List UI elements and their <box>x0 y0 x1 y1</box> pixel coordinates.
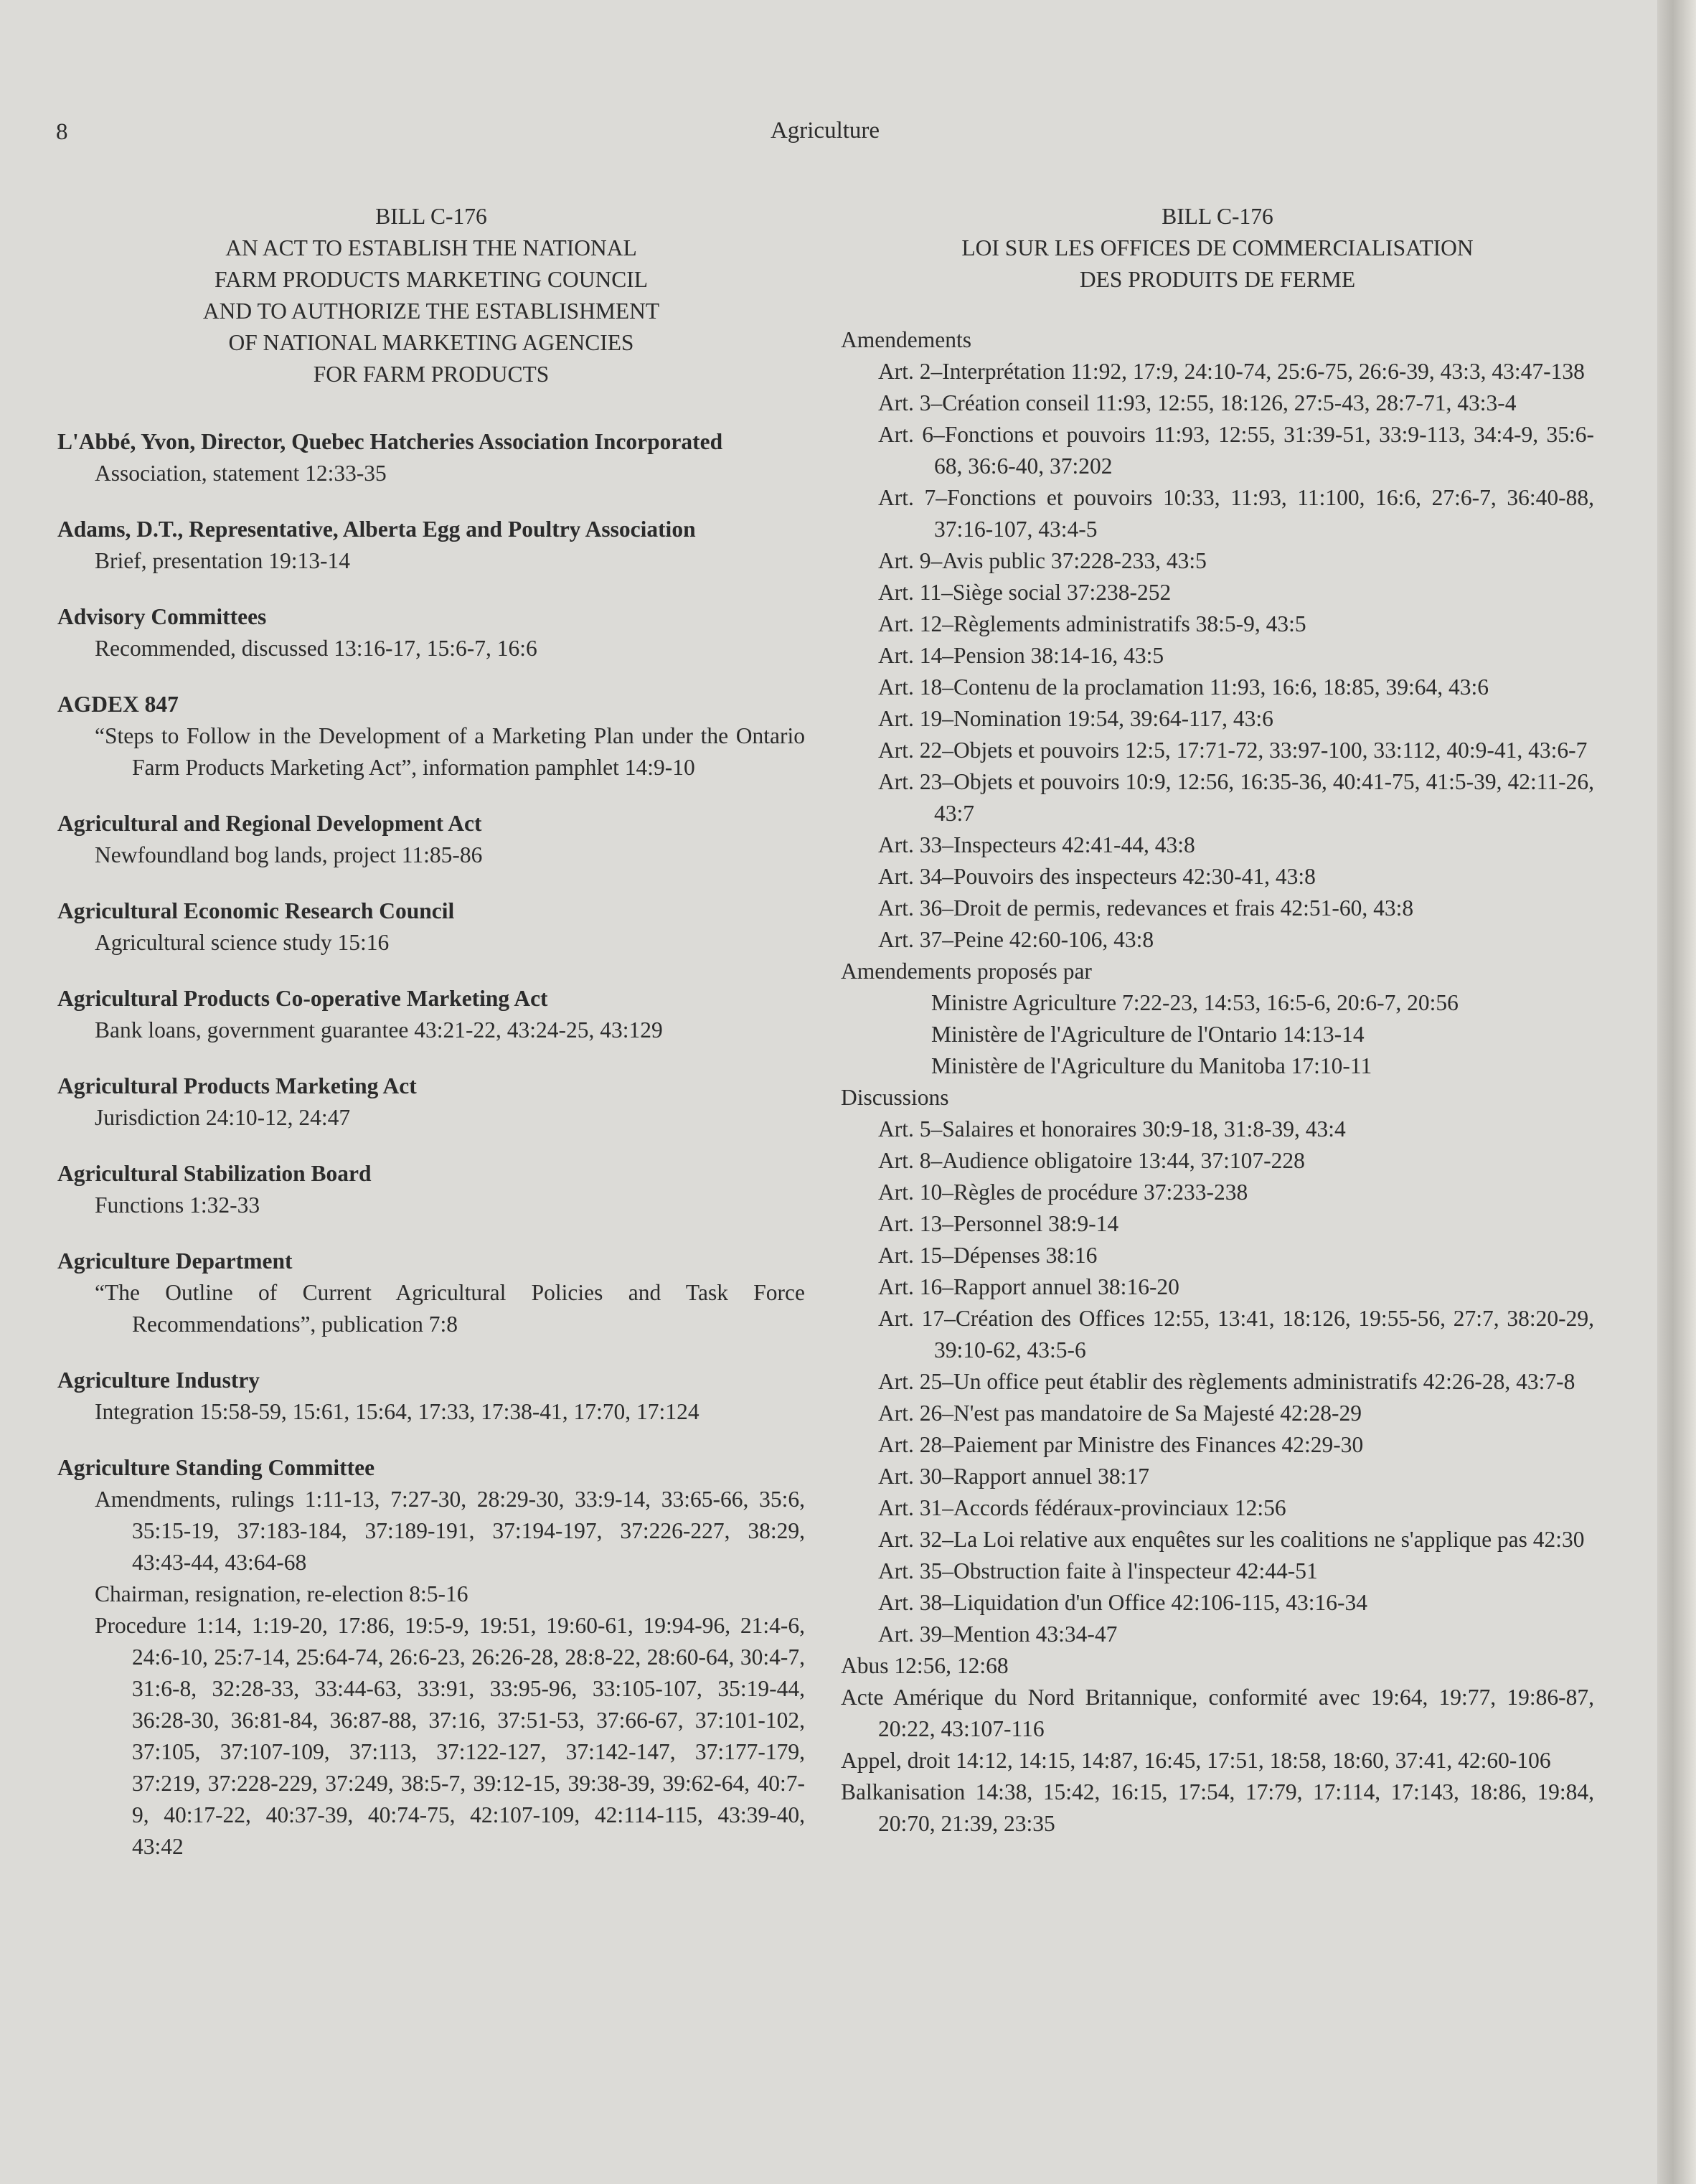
index-entry <box>57 808 805 871</box>
article-line: Art. 3–Création conseil 11:93, 12:55, 18:126, 27:5-43, 28:7-71, 43:3-4 <box>878 390 1517 415</box>
article-line: Art. 19–Nomination 19:54, 39:64-117, 43:6 <box>878 706 1273 731</box>
index-entry: Appel, droit 14:12, 14:15, 14:87, 16:45, 17:51, 18:58, 18:60, 37:41, 42:60-106 <box>841 1748 1551 1773</box>
article-line: Art. 7–Fonctions et pouvoirs 10:33, 11:93, 11:100, 16:6, 27:6-7, 36:40-88, 37:16-107, 43:4-5 <box>878 485 1594 542</box>
entry-heading: Agriculture Standing Committee <box>57 1455 375 1480</box>
discussions-heading: Discussions <box>841 1085 949 1110</box>
entry-heading: Agricultural Products Co-operative Marketing Act <box>57 986 548 1011</box>
running-head: Agriculture <box>770 118 880 143</box>
article-line: Art. 36–Droit de permis, redevances et frais 42:51-60, 43:8 <box>878 895 1414 921</box>
article-line: Art. 14–Pension 38:14-16, 43:5 <box>878 643 1164 668</box>
article-line: Art. 12–Règlements administratifs 38:5-9, 43:5 <box>878 611 1306 636</box>
title-line: BILL C-176 <box>1162 204 1273 229</box>
article-line: Art. 35–Obstruction faite à l'inspecteur 42:44-51 <box>878 1558 1318 1583</box>
index-entry <box>57 1246 805 1340</box>
title-line: FARM PRODUCTS MARKETING COUNCIL <box>214 267 649 292</box>
article-line: Art. 34–Pouvoirs des inspecteurs 42:30-41, 43:8 <box>878 864 1316 889</box>
article-line: Art. 5–Salaires et honoraires 30:9-18, 31:8-39, 43:4 <box>878 1116 1346 1142</box>
title-line: LOI SUR LES OFFICES DE COMMERCIALISATION <box>961 235 1474 260</box>
entry-subentry: Recommended, discussed 13:16-17, 15:6-7, 16:6 <box>95 636 537 661</box>
left-column <box>57 201 805 1887</box>
index-entry: Acte Amérique du Nord Britannique, conformité avec 19:64, 19:77, 19:86-87, 20:22, 43:107-116 <box>841 1685 1594 1741</box>
proposes-line: Ministère de l'Agriculture du Manitoba 17:10-11 <box>931 1053 1372 1078</box>
page-number: 8 <box>56 119 68 145</box>
entry-subentry: Functions 1:32-33 <box>95 1192 260 1218</box>
entry-subentry: “Steps to Follow in the Development of a Marketing Plan under the Ontario Farm Products Marketing Act”, information pamphlet 14:9-10 <box>95 723 805 780</box>
entry-subentry: Procedure 1:14, 1:19-20, 17:86, 19:5-9, 19:51, 19:60-61, 19:94-96, 21:4-6, 24:6-10, 25:7-14, 25:64-74, 26:6-23, 26:26-28, 28:8-22, 28:60-64, 30:4-7, 31:6-8, 32:28-33, 33:44-63, 33:91, 33:95-96, 33:105-107, 35:19-44, 36:28-30, 36:81-84, 36:87-88, 37:16, 37:51-53, 37:66-67, 37:101-102, 37:105, 37:107-109, 37:113, 37:122-127, 37:142-147, 37:177-179, 37:219, 37:228-229, 37:249, 38:5-7, 39:12-15, 39:38-39, 39:62-64, 40:7-9, 40:17-22, 40:37-39, 40:74-75, 42:107-109, 42:114-115, 43:39-40, 43:42 <box>95 1613 805 1859</box>
index-entry <box>57 983 805 1046</box>
article-line: Art. 37–Peine 42:60-106, 43:8 <box>878 927 1154 952</box>
entry-heading: Agricultural Stabilization Board <box>57 1161 372 1186</box>
entry-heading: AGDEX 847 <box>57 692 179 717</box>
article-line: Art. 30–Rapport annuel 38:17 <box>878 1464 1149 1489</box>
article-line: Art. 31–Accords fédéraux-provinciaux 12:56 <box>878 1495 1286 1520</box>
proposes-line: Ministère de l'Agriculture de l'Ontario 14:13-14 <box>931 1022 1365 1047</box>
entry-heading: Agricultural Economic Research Council <box>57 898 455 923</box>
article-line: Art. 28–Paiement par Ministre des Finances 42:29-30 <box>878 1432 1364 1457</box>
amendements-heading: Amendements <box>841 327 971 352</box>
index-entry <box>57 1452 805 1863</box>
article-line: Art. 22–Objets et pouvoirs 12:5, 17:71-72, 33:97-100, 33:112, 40:9-41, 43:6-7 <box>878 738 1588 763</box>
proposes-line: Ministre Agriculture 7:22-23, 14:53, 16:5-6, 20:6-7, 20:56 <box>931 990 1459 1015</box>
entry-heading: Agriculture Department <box>57 1248 293 1274</box>
title-line: OF NATIONAL MARKETING AGENCIES <box>228 330 634 355</box>
index-entry <box>57 601 805 664</box>
article-line: Art. 16–Rapport annuel 38:16-20 <box>878 1274 1179 1299</box>
article-line: Art. 38–Liquidation d'un Office 42:106-115, 43:16-34 <box>878 1590 1367 1615</box>
proposes-heading: Amendements proposés par <box>841 959 1092 984</box>
entry-subentry: “The Outline of Current Agricultural Policies and Task Force Recommendations”, publication 7:8 <box>95 1280 805 1337</box>
index-entry <box>57 1070 805 1134</box>
entry-subentry: Agricultural science study 15:16 <box>95 930 390 955</box>
index-entry: Balkanisation 14:38, 15:42, 16:15, 17:54, 17:79, 17:114, 17:143, 18:86, 19:84, 20:70, 21:39, 23:35 <box>841 1779 1594 1836</box>
article-line: Art. 26–N'est pas mandatoire de Sa Majesté 42:28-29 <box>878 1401 1362 1426</box>
title-line: BILL C-176 <box>375 204 487 229</box>
article-line: Art. 11–Siège social 37:238-252 <box>878 580 1172 605</box>
entry-subentry: Integration 15:58-59, 15:61, 15:64, 17:33, 17:38-41, 17:70, 17:124 <box>95 1399 699 1424</box>
article-line: Art. 8–Audience obligatoire 13:44, 37:107-228 <box>878 1148 1305 1173</box>
article-line: Art. 18–Contenu de la proclamation 11:93, 16:6, 18:85, 39:64, 43:6 <box>878 674 1489 700</box>
article-line: Art. 6–Fonctions et pouvoirs 11:93, 12:55, 31:39-51, 33:9-113, 34:4-9, 35:6-68, 36:6-40, 37:202 <box>878 422 1594 479</box>
title-line: AN ACT TO ESTABLISH THE NATIONAL <box>225 235 637 260</box>
index-entry <box>57 1365 805 1428</box>
entry-heading: Agriculture Industry <box>57 1368 260 1393</box>
article-line: Art. 15–Dépenses 38:16 <box>878 1243 1098 1268</box>
article-line: Art. 25–Un office peut établir des règlements administratifs 42:26-28, 43:7-8 <box>878 1369 1575 1394</box>
article-line: Art. 39–Mention 43:34-47 <box>878 1621 1118 1647</box>
entry-subentry: Amendments, rulings 1:11-13, 7:27-30, 28:29-30, 33:9-14, 33:65-66, 35:6, 35:15-19, 37:183-184, 37:189-191, 37:194-197, 37:226-227, 38:29, 43:43-44, 43:64-68 <box>95 1487 805 1575</box>
article-line: Art. 9–Avis public 37:228-233, 43:5 <box>878 548 1207 573</box>
index-entry <box>57 514 805 577</box>
index-entry <box>57 895 805 959</box>
entry-heading: Advisory Committees <box>57 604 267 629</box>
entry-heading: L'Abbé, Yvon, Director, Quebec Hatcheries Association Incorporated <box>57 429 723 454</box>
index-entry <box>57 426 805 489</box>
entry-subentry: Brief, presentation 19:13-14 <box>95 548 351 573</box>
entry-heading: Agricultural Products Marketing Act <box>57 1073 417 1098</box>
title-line: AND TO AUTHORIZE THE ESTABLISHMENT <box>202 298 660 324</box>
article-line: Art. 17–Création des Offices 12:55, 13:41, 18:126, 19:55-56, 27:7, 38:20-29, 39:10-62, 43:5-6 <box>878 1306 1594 1362</box>
article-line: Art. 32–La Loi relative aux enquêtes sur les coalitions ne s'applique pas 42:30 <box>878 1527 1585 1552</box>
article-line: Art. 10–Règles de procédure 37:233-238 <box>878 1180 1248 1205</box>
entry-heading: Agricultural and Regional Development Act <box>57 811 482 836</box>
article-line: Art. 33–Inspecteurs 42:41-44, 43:8 <box>878 832 1195 857</box>
article-line: Art. 2–Interprétation 11:92, 17:9, 24:10-74, 25:6-75, 26:6-39, 43:3, 43:47-138 <box>878 359 1585 384</box>
bill-title-french <box>841 201 1594 296</box>
article-line: Art. 23–Objets et pouvoirs 10:9, 12:56, 16:35-36, 40:41-75, 41:5-39, 42:11-26, 43:7 <box>878 769 1594 826</box>
index-entry: Abus 12:56, 12:68 <box>841 1653 1009 1678</box>
entry-subentry: Association, statement 12:33-35 <box>95 461 387 486</box>
entry-subentry: Bank loans, government guarantee 43:21-22, 43:24-25, 43:129 <box>95 1017 663 1042</box>
right-column <box>841 201 1594 1840</box>
index-entry <box>57 1158 805 1221</box>
bill-title-english <box>57 201 805 390</box>
article-line: Art. 13–Personnel 38:9-14 <box>878 1211 1119 1236</box>
entry-subentry: Jurisdiction 24:10-12, 24:47 <box>95 1105 351 1130</box>
index-entry <box>57 689 805 783</box>
title-line: DES PRODUITS DE FERME <box>1079 267 1356 292</box>
entry-subentry: Newfoundland bog lands, project 11:85-86 <box>95 842 483 867</box>
entry-subentry: Chairman, resignation, re-election 8:5-16 <box>95 1581 468 1606</box>
entry-heading: Adams, D.T., Representative, Alberta Egg and Poultry Association <box>57 517 696 542</box>
title-line: FOR FARM PRODUCTS <box>313 362 550 387</box>
page-edge <box>1657 0 1696 2184</box>
